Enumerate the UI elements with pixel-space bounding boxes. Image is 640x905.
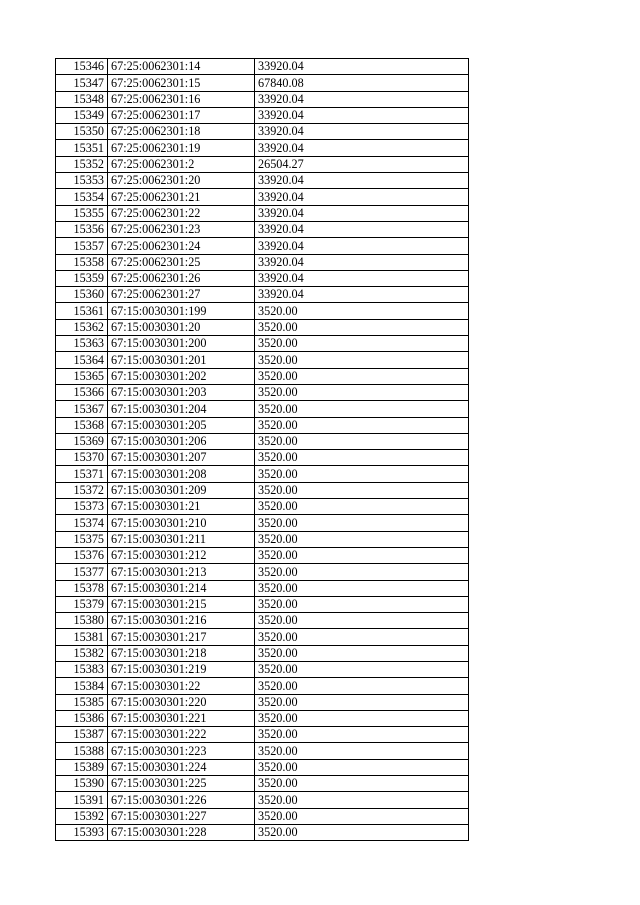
value-cell: 33920.04 [255,205,469,221]
table-row [56,221,469,237]
value-cell: 33920.04 [255,270,469,286]
cadastral-number-cell: 67:15:0030301:203 [108,384,255,400]
table-row [56,824,469,840]
row-number-cell: 15390 [56,776,108,792]
row-number-cell: 15378 [56,580,108,596]
table-row [56,466,469,482]
row-number-cell: 15357 [56,238,108,254]
cadastral-number-cell: 67:15:0030301:210 [108,515,255,531]
value-cell: 33920.04 [255,221,469,237]
value-cell: 67840.08 [255,75,469,91]
cadastral-number-cell: 67:25:0062301:24 [108,238,255,254]
cadastral-number-cell: 67:15:0030301:214 [108,580,255,596]
value-cell: 3520.00 [255,482,469,498]
value-cell: 3520.00 [255,613,469,629]
row-number-cell: 15377 [56,564,108,580]
value-cell: 3520.00 [255,792,469,808]
value-cell: 33920.04 [255,124,469,140]
cadastral-number-cell: 67:15:0030301:225 [108,776,255,792]
row-number-cell: 15369 [56,433,108,449]
cadastral-number-cell: 67:25:0062301:22 [108,205,255,221]
value-cell: 3520.00 [255,661,469,677]
value-cell: 3520.00 [255,710,469,726]
table-row [56,368,469,384]
row-number-cell: 15393 [56,824,108,840]
table-row [56,287,469,303]
table-row [56,336,469,352]
value-cell: 3520.00 [255,466,469,482]
row-number-cell: 15384 [56,678,108,694]
cadastral-number-cell: 67:15:0030301:213 [108,564,255,580]
table-row [56,189,469,205]
table-row [56,384,469,400]
table-row [56,547,469,563]
row-number-cell: 15360 [56,287,108,303]
value-cell: 33920.04 [255,173,469,189]
cadastral-number-cell: 67:15:0030301:201 [108,352,255,368]
value-cell: 3520.00 [255,596,469,612]
table-row [56,450,469,466]
cadastral-number-cell: 67:25:0062301:2 [108,156,255,172]
row-number-cell: 15382 [56,645,108,661]
row-number-cell: 15370 [56,450,108,466]
cadastral-number-cell: 67:15:0030301:216 [108,613,255,629]
row-number-cell: 15379 [56,596,108,612]
value-cell: 33920.04 [255,238,469,254]
cadastral-number-cell: 67:15:0030301:211 [108,531,255,547]
cadastral-number-cell: 67:25:0062301:14 [108,59,255,75]
row-number-cell: 15362 [56,319,108,335]
row-number-cell: 15375 [56,531,108,547]
value-cell: 3520.00 [255,824,469,840]
cadastral-number-cell: 67:25:0062301:16 [108,91,255,107]
cadastral-number-cell: 67:25:0062301:15 [108,75,255,91]
row-number-cell: 15359 [56,270,108,286]
value-cell: 3520.00 [255,547,469,563]
value-cell: 3520.00 [255,580,469,596]
value-cell: 3520.00 [255,808,469,824]
table-row [56,645,469,661]
cadastral-number-cell: 67:25:0062301:20 [108,173,255,189]
table-row [56,124,469,140]
row-number-cell: 15376 [56,547,108,563]
value-cell: 33920.04 [255,189,469,205]
row-number-cell: 15391 [56,792,108,808]
value-cell: 3520.00 [255,450,469,466]
value-cell: 3520.00 [255,303,469,319]
cadastral-number-cell: 67:15:0030301:219 [108,661,255,677]
table-row [56,173,469,189]
cadastral-number-cell: 67:25:0062301:23 [108,221,255,237]
row-number-cell: 15373 [56,499,108,515]
table-row [56,613,469,629]
row-number-cell: 15358 [56,254,108,270]
table-row [56,661,469,677]
cadastral-number-cell: 67:15:0030301:215 [108,596,255,612]
cadastral-number-cell: 67:15:0030301:21 [108,499,255,515]
cadastral-number-cell: 67:25:0062301:17 [108,107,255,123]
table-row [56,678,469,694]
cadastral-number-cell: 67:15:0030301:223 [108,743,255,759]
row-number-cell: 15352 [56,156,108,172]
table-row [56,401,469,417]
row-number-cell: 15350 [56,124,108,140]
cadastral-number-cell: 67:25:0062301:26 [108,270,255,286]
cadastral-number-cell: 67:15:0030301:207 [108,450,255,466]
cadastral-number-cell: 67:15:0030301:200 [108,336,255,352]
row-number-cell: 15386 [56,710,108,726]
cadastral-number-cell: 67:15:0030301:209 [108,482,255,498]
table-row [56,580,469,596]
table-row [56,482,469,498]
table-row [56,75,469,91]
table-row [56,710,469,726]
value-cell: 3520.00 [255,433,469,449]
cadastral-number-cell: 67:15:0030301:220 [108,694,255,710]
value-cell: 3520.00 [255,645,469,661]
value-cell: 3520.00 [255,401,469,417]
table-row [56,808,469,824]
cadastral-number-cell: 67:15:0030301:205 [108,417,255,433]
cadastral-number-cell: 67:15:0030301:204 [108,401,255,417]
value-cell: 33920.04 [255,91,469,107]
cadastral-number-cell: 67:25:0062301:25 [108,254,255,270]
row-number-cell: 15374 [56,515,108,531]
value-cell: 3520.00 [255,499,469,515]
cadastral-value-table [55,58,469,841]
table-row [56,531,469,547]
row-number-cell: 15380 [56,613,108,629]
table-row [56,515,469,531]
row-number-cell: 15361 [56,303,108,319]
table-body [56,59,469,841]
value-cell: 3520.00 [255,531,469,547]
row-number-cell: 15372 [56,482,108,498]
table-row [56,352,469,368]
table-row [56,792,469,808]
table-row [56,499,469,515]
table-row [56,205,469,221]
cadastral-number-cell: 67:15:0030301:224 [108,759,255,775]
row-number-cell: 15366 [56,384,108,400]
table-row [56,727,469,743]
value-cell: 33920.04 [255,59,469,75]
value-cell: 3520.00 [255,384,469,400]
cadastral-number-cell: 67:15:0030301:217 [108,629,255,645]
value-cell: 3520.00 [255,417,469,433]
table-row [56,776,469,792]
row-number-cell: 15353 [56,173,108,189]
value-cell: 3520.00 [255,336,469,352]
value-cell: 3520.00 [255,319,469,335]
cadastral-number-cell: 67:15:0030301:208 [108,466,255,482]
table-row [56,564,469,580]
cadastral-number-cell: 67:25:0062301:21 [108,189,255,205]
value-cell: 3520.00 [255,629,469,645]
table-row [56,140,469,156]
row-number-cell: 15364 [56,352,108,368]
table-row [56,319,469,335]
table-row [56,303,469,319]
table-row [56,743,469,759]
row-number-cell: 15349 [56,107,108,123]
table-row [56,156,469,172]
row-number-cell: 15381 [56,629,108,645]
table-row [56,270,469,286]
cadastral-number-cell: 67:15:0030301:222 [108,727,255,743]
row-number-cell: 15346 [56,59,108,75]
cadastral-number-cell: 67:15:0030301:22 [108,678,255,694]
table-row [56,107,469,123]
cadastral-number-cell: 67:15:0030301:202 [108,368,255,384]
cadastral-number-cell: 67:15:0030301:228 [108,824,255,840]
value-cell: 3520.00 [255,727,469,743]
value-cell: 3520.00 [255,515,469,531]
table-row [56,59,469,75]
cadastral-number-cell: 67:15:0030301:221 [108,710,255,726]
cadastral-number-cell: 67:15:0030301:199 [108,303,255,319]
row-number-cell: 15351 [56,140,108,156]
cadastral-number-cell: 67:15:0030301:20 [108,319,255,335]
value-cell: 3520.00 [255,776,469,792]
row-number-cell: 15347 [56,75,108,91]
row-number-cell: 15371 [56,466,108,482]
value-cell: 3520.00 [255,368,469,384]
value-cell: 26504.27 [255,156,469,172]
row-number-cell: 15368 [56,417,108,433]
table-row [56,91,469,107]
cadastral-number-cell: 67:25:0062301:19 [108,140,255,156]
value-cell: 3520.00 [255,694,469,710]
table-row [56,238,469,254]
value-cell: 33920.04 [255,254,469,270]
row-number-cell: 15356 [56,221,108,237]
value-cell: 3520.00 [255,759,469,775]
value-cell: 3520.00 [255,743,469,759]
row-number-cell: 15355 [56,205,108,221]
cadastral-number-cell: 67:15:0030301:227 [108,808,255,824]
row-number-cell: 15388 [56,743,108,759]
table-row [56,254,469,270]
row-number-cell: 15389 [56,759,108,775]
row-number-cell: 15354 [56,189,108,205]
value-cell: 33920.04 [255,107,469,123]
cadastral-number-cell: 67:15:0030301:206 [108,433,255,449]
value-cell: 33920.04 [255,140,469,156]
value-cell: 3520.00 [255,678,469,694]
table-row [56,417,469,433]
value-cell: 3520.00 [255,564,469,580]
row-number-cell: 15367 [56,401,108,417]
table-row [56,694,469,710]
row-number-cell: 15365 [56,368,108,384]
row-number-cell: 15392 [56,808,108,824]
value-cell: 33920.04 [255,287,469,303]
cadastral-number-cell: 67:15:0030301:212 [108,547,255,563]
cadastral-number-cell: 67:15:0030301:218 [108,645,255,661]
table-row [56,596,469,612]
cadastral-number-cell: 67:25:0062301:18 [108,124,255,140]
table-row [56,629,469,645]
row-number-cell: 15348 [56,91,108,107]
row-number-cell: 15385 [56,694,108,710]
row-number-cell: 15387 [56,727,108,743]
document-page [55,58,469,841]
value-cell: 3520.00 [255,352,469,368]
table-row [56,759,469,775]
row-number-cell: 15363 [56,336,108,352]
table-row [56,433,469,449]
cadastral-number-cell: 67:15:0030301:226 [108,792,255,808]
cadastral-number-cell: 67:25:0062301:27 [108,287,255,303]
row-number-cell: 15383 [56,661,108,677]
